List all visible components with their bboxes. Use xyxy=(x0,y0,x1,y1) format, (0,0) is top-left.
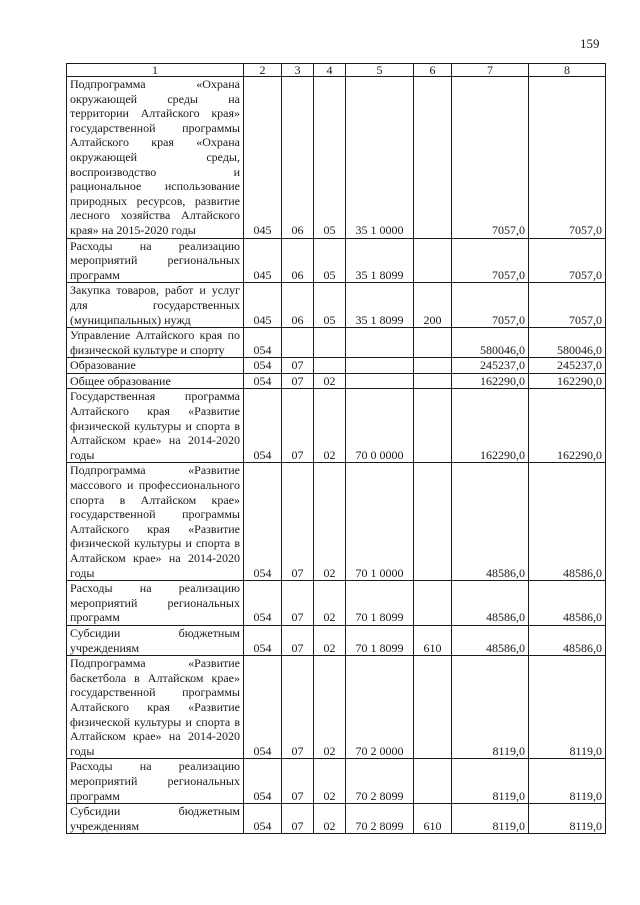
col-header: 5 xyxy=(346,64,414,77)
subsection-cell: 05 xyxy=(314,77,346,239)
amount-total-cell: 245237,0 xyxy=(529,358,606,374)
ministry-code-cell: 054 xyxy=(244,373,282,389)
ministry-code-cell: 054 xyxy=(244,581,282,626)
amount-cell: 8119,0 xyxy=(452,656,529,759)
row-name-cell: Подпрограмма «Охрана окружающей среды на территории Алтайского края» государственной программы Алтайского края «Охрана окружающей среды, воспроизводство и рациональное использование природных ресурсов, развитие лесного хозяйства Алтайского края» на 2015-2020 годы xyxy=(67,77,244,239)
expense-type-cell: 200 xyxy=(414,283,452,328)
subsection-cell: 02 xyxy=(314,389,346,463)
expense-type-cell xyxy=(414,759,452,804)
ministry-code-cell: 045 xyxy=(244,77,282,239)
subsection-cell: 02 xyxy=(314,373,346,389)
expense-type-cell xyxy=(414,389,452,463)
row-name-cell: Закупка товаров, работ и услуг для государственных (муниципальных) нужд xyxy=(67,283,244,328)
amount-cell: 580046,0 xyxy=(452,328,529,358)
target-article-cell: 70 0 0000 xyxy=(346,389,414,463)
section-cell: 06 xyxy=(282,283,314,328)
table-row xyxy=(67,463,606,581)
col-header: 2 xyxy=(244,64,282,77)
target-article-cell: 35 1 8099 xyxy=(346,283,414,328)
section-cell: 06 xyxy=(282,238,314,283)
row-name-cell: Подпрограмма «Развитие баскетбола в Алтайском крае» государственной программы Алтайского края «Развитие физической культуры и спорта в Алтайском крае» на 2014-2020 годы xyxy=(67,656,244,759)
table-row xyxy=(67,283,606,328)
amount-total-cell: 7057,0 xyxy=(529,77,606,239)
table-row xyxy=(67,656,606,759)
section-cell: 07 xyxy=(282,759,314,804)
section-cell xyxy=(282,328,314,358)
ministry-code-cell: 054 xyxy=(244,389,282,463)
row-name-cell: Образование xyxy=(67,358,244,374)
section-cell: 06 xyxy=(282,77,314,239)
amount-total-cell: 48586,0 xyxy=(529,625,606,655)
subsection-cell: 02 xyxy=(314,463,346,581)
ministry-code-cell: 045 xyxy=(244,238,282,283)
expense-type-cell xyxy=(414,328,452,358)
ministry-code-cell: 054 xyxy=(244,358,282,374)
ministry-code-cell: 045 xyxy=(244,283,282,328)
ministry-code-cell: 054 xyxy=(244,804,282,834)
row-name-cell: Управление Алтайского края по физической культуре и спорту xyxy=(67,328,244,358)
expense-type-cell xyxy=(414,463,452,581)
amount-cell: 7057,0 xyxy=(452,283,529,328)
subsection-cell: 02 xyxy=(314,804,346,834)
page-number: 159 xyxy=(580,36,600,51)
row-name-cell: Расходы на реализацию мероприятий региональных программ xyxy=(67,759,244,804)
amount-cell: 8119,0 xyxy=(452,804,529,834)
section-cell: 07 xyxy=(282,656,314,759)
table-row xyxy=(67,804,606,834)
target-article-cell: 70 1 8099 xyxy=(346,581,414,626)
expense-type-cell xyxy=(414,358,452,374)
target-article-cell xyxy=(346,328,414,358)
table-row xyxy=(67,373,606,389)
row-name-cell: Подпрограмма «Развитие массового и профессионального спорта в Алтайском крае» государственной программы Алтайского края «Развитие физической культуры и спорта в Алтайском крае» на 2014-2020 годы xyxy=(67,463,244,581)
target-article-cell xyxy=(346,358,414,374)
col-header: 4 xyxy=(314,64,346,77)
ministry-code-cell: 054 xyxy=(244,656,282,759)
table-row xyxy=(67,625,606,655)
target-article-cell: 70 2 8099 xyxy=(346,804,414,834)
table-row xyxy=(67,759,606,804)
col-header: 1 xyxy=(67,64,244,77)
amount-total-cell: 7057,0 xyxy=(529,283,606,328)
col-header: 6 xyxy=(414,64,452,77)
col-header: 8 xyxy=(529,64,606,77)
amount-cell: 7057,0 xyxy=(452,77,529,239)
subsection-cell: 02 xyxy=(314,625,346,655)
amount-cell: 48586,0 xyxy=(452,463,529,581)
amount-total-cell: 7057,0 xyxy=(529,238,606,283)
amount-cell: 245237,0 xyxy=(452,358,529,374)
section-cell: 07 xyxy=(282,463,314,581)
amount-cell: 48586,0 xyxy=(452,625,529,655)
amount-total-cell: 162290,0 xyxy=(529,373,606,389)
row-name-cell: Государственная программа Алтайского края «Развитие физической культуры и спорта в Алтайском крае» на 2014-2020 годы xyxy=(67,389,244,463)
amount-total-cell: 580046,0 xyxy=(529,328,606,358)
table-row xyxy=(67,358,606,374)
table-header-row xyxy=(67,64,606,77)
target-article-cell: 70 1 8099 xyxy=(346,625,414,655)
subsection-cell: 05 xyxy=(314,283,346,328)
expense-type-cell: 610 xyxy=(414,804,452,834)
table-row xyxy=(67,581,606,626)
target-article-cell: 70 2 0000 xyxy=(346,656,414,759)
row-name-cell: Расходы на реализацию мероприятий региональных программ xyxy=(67,238,244,283)
subsection-cell xyxy=(314,328,346,358)
subsection-cell: 02 xyxy=(314,656,346,759)
target-article-cell xyxy=(346,373,414,389)
row-name-cell: Субсидии бюджетным учреждениям xyxy=(67,804,244,834)
expense-type-cell xyxy=(414,656,452,759)
subsection-cell xyxy=(314,358,346,374)
amount-cell: 162290,0 xyxy=(452,373,529,389)
amount-total-cell: 8119,0 xyxy=(529,759,606,804)
row-name-cell: Общее образование xyxy=(67,373,244,389)
section-cell: 07 xyxy=(282,625,314,655)
amount-cell: 48586,0 xyxy=(452,581,529,626)
expense-type-cell: 610 xyxy=(414,625,452,655)
amount-total-cell: 8119,0 xyxy=(529,656,606,759)
subsection-cell: 02 xyxy=(314,759,346,804)
ministry-code-cell: 054 xyxy=(244,759,282,804)
amount-total-cell: 8119,0 xyxy=(529,804,606,834)
target-article-cell: 35 1 0000 xyxy=(346,77,414,239)
section-cell: 07 xyxy=(282,581,314,626)
table-row xyxy=(67,389,606,463)
expense-type-cell xyxy=(414,581,452,626)
table-row xyxy=(67,238,606,283)
amount-total-cell: 162290,0 xyxy=(529,389,606,463)
table-row xyxy=(67,328,606,358)
expense-type-cell xyxy=(414,373,452,389)
amount-cell: 8119,0 xyxy=(452,759,529,804)
expense-type-cell xyxy=(414,238,452,283)
section-cell: 07 xyxy=(282,389,314,463)
budget-table xyxy=(66,63,606,834)
target-article-cell: 70 2 8099 xyxy=(346,759,414,804)
ministry-code-cell: 054 xyxy=(244,625,282,655)
section-cell: 07 xyxy=(282,804,314,834)
amount-cell: 162290,0 xyxy=(452,389,529,463)
table-row xyxy=(67,77,606,239)
ministry-code-cell: 054 xyxy=(244,463,282,581)
subsection-cell: 02 xyxy=(314,581,346,626)
ministry-code-cell: 054 xyxy=(244,328,282,358)
subsection-cell: 05 xyxy=(314,238,346,283)
row-name-cell: Субсидии бюджетным учреждениям xyxy=(67,625,244,655)
expense-type-cell xyxy=(414,77,452,239)
amount-cell: 7057,0 xyxy=(452,238,529,283)
amount-total-cell: 48586,0 xyxy=(529,581,606,626)
col-header: 7 xyxy=(452,64,529,77)
target-article-cell: 35 1 8099 xyxy=(346,238,414,283)
row-name-cell: Расходы на реализацию мероприятий региональных программ xyxy=(67,581,244,626)
section-cell: 07 xyxy=(282,373,314,389)
col-header: 3 xyxy=(282,64,314,77)
target-article-cell: 70 1 0000 xyxy=(346,463,414,581)
section-cell: 07 xyxy=(282,358,314,374)
amount-total-cell: 48586,0 xyxy=(529,463,606,581)
